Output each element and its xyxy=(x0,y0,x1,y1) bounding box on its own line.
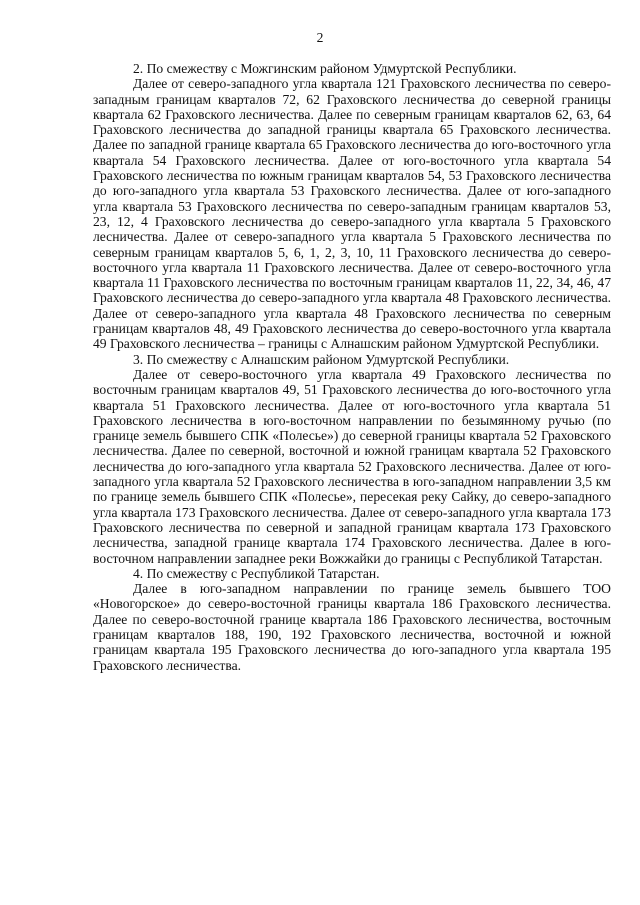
page-number: 2 xyxy=(316,30,324,45)
section-2-paragraph: Далее от северо-западного угла квартала 121 Граховского лесничества по северо-западным границам кварталов 72, 62 Граховского лесничества до северной границы квартала 62 Граховского лесничества. Далее по северным границам кварталов 62, 63, 64 Граховского лесничества до западной границы квартала 65 Граховского лесничества. Далее по западной границе квартала 65 Граховского лесничества до юго-восточного угла квартала 54 Граховского лесничества. Далее от юго-восточного угла квартала 54 Граховского лесничества по южным границам кварталов 54, 53 Граховского лесничества до юго-западного угла квартала 53 Граховского лесничества. Далее от юго-западного угла квартала 53 Граховского лесничества по северо-западным границам кварталов 53, 23, 12, 4 Граховского лесничества до северо-западного угла квартала 5 Граховского лесничества. Далее от северо-западного угла квартала 5 Граховского лесничества по северным границам кварталов 5, 6, 1, 2, 3, 10, 11 Граховского лесничества до северо-восточного угла квартала 11 Граховского лесничества. Далее от северо-восточного угла квартала 11 Граховского лесничества по восточным границам кварталов 11, 22, 34, 46, 47 Граховского лесничества до северо-западного угла квартала 48 Граховского лесничества. Далее от северо-западного угла квартала 48 Граховского лесничества по северным границам кварталов 48, 49 Граховского лесничества до северо-восточного угла квартала 49 Граховского лесничества – границы с Алнашским районом Удмуртской Республики. xyxy=(93,76,611,352)
section-4-paragraph: Далее в юго-западном направлении по границе земель бывшего ТОО «Новогорское» до северо-восточной границы квартала 186 Граховского лесничества. Далее по северо-восточной границе квартала 186 Граховского лесничества, восточным границам кварталов 188, 190, 192 Граховского лесничества, восточной и южной границам квартала 195 Граховского лесничества до юго-западного угла квартала 195 Граховского лесничества. xyxy=(93,581,611,673)
section-2-heading: 2. По смежеству с Можгинским районом Удмуртской Республики. xyxy=(133,61,517,76)
section-3-heading: 3. По смежеству с Алнашским районом Удмуртской Республики. xyxy=(133,351,510,367)
section-4-heading: 4. По смежеству с Республикой Татарстан. xyxy=(133,565,380,581)
document-body xyxy=(93,61,611,673)
section-3-paragraph: Далее от северо-восточного угла квартала 49 Граховского лесничества по восточным границам кварталов 49, 51 Граховского лесничества до юго-восточного угла квартала 51 Граховского лесничества. Далее от юго-восточного угла квартала 51 Граховского лесничества в юго-восточном направлении по безымянному ручью (по границе земель бывшего СПК «Полесье») до северной границы квартала 52 Граховского лесничества. Далее по северной, восточной и южной границам квартала 52 Граховского лесничества до юго-западного угла квартала 52 Граховского лесничества. Далее от юго-западного угла квартала 52 Граховского лесничества в юго-западном направлении 3,5 км по границе земель бывшего СПК «Полесье», пересекая реку Сайку, до северо-западного угла квартала 173 Граховского лесничества. Далее от северо-западного угла квартала 173 Граховского лесничества по северной и западной границам квартала 173 Граховского лесничества, западной границе квартала 174 Граховского лесничества. Далее в юго-восточном направлении западнее реки Вожжайки до границы с Республикой Татарстан. xyxy=(93,366,611,566)
